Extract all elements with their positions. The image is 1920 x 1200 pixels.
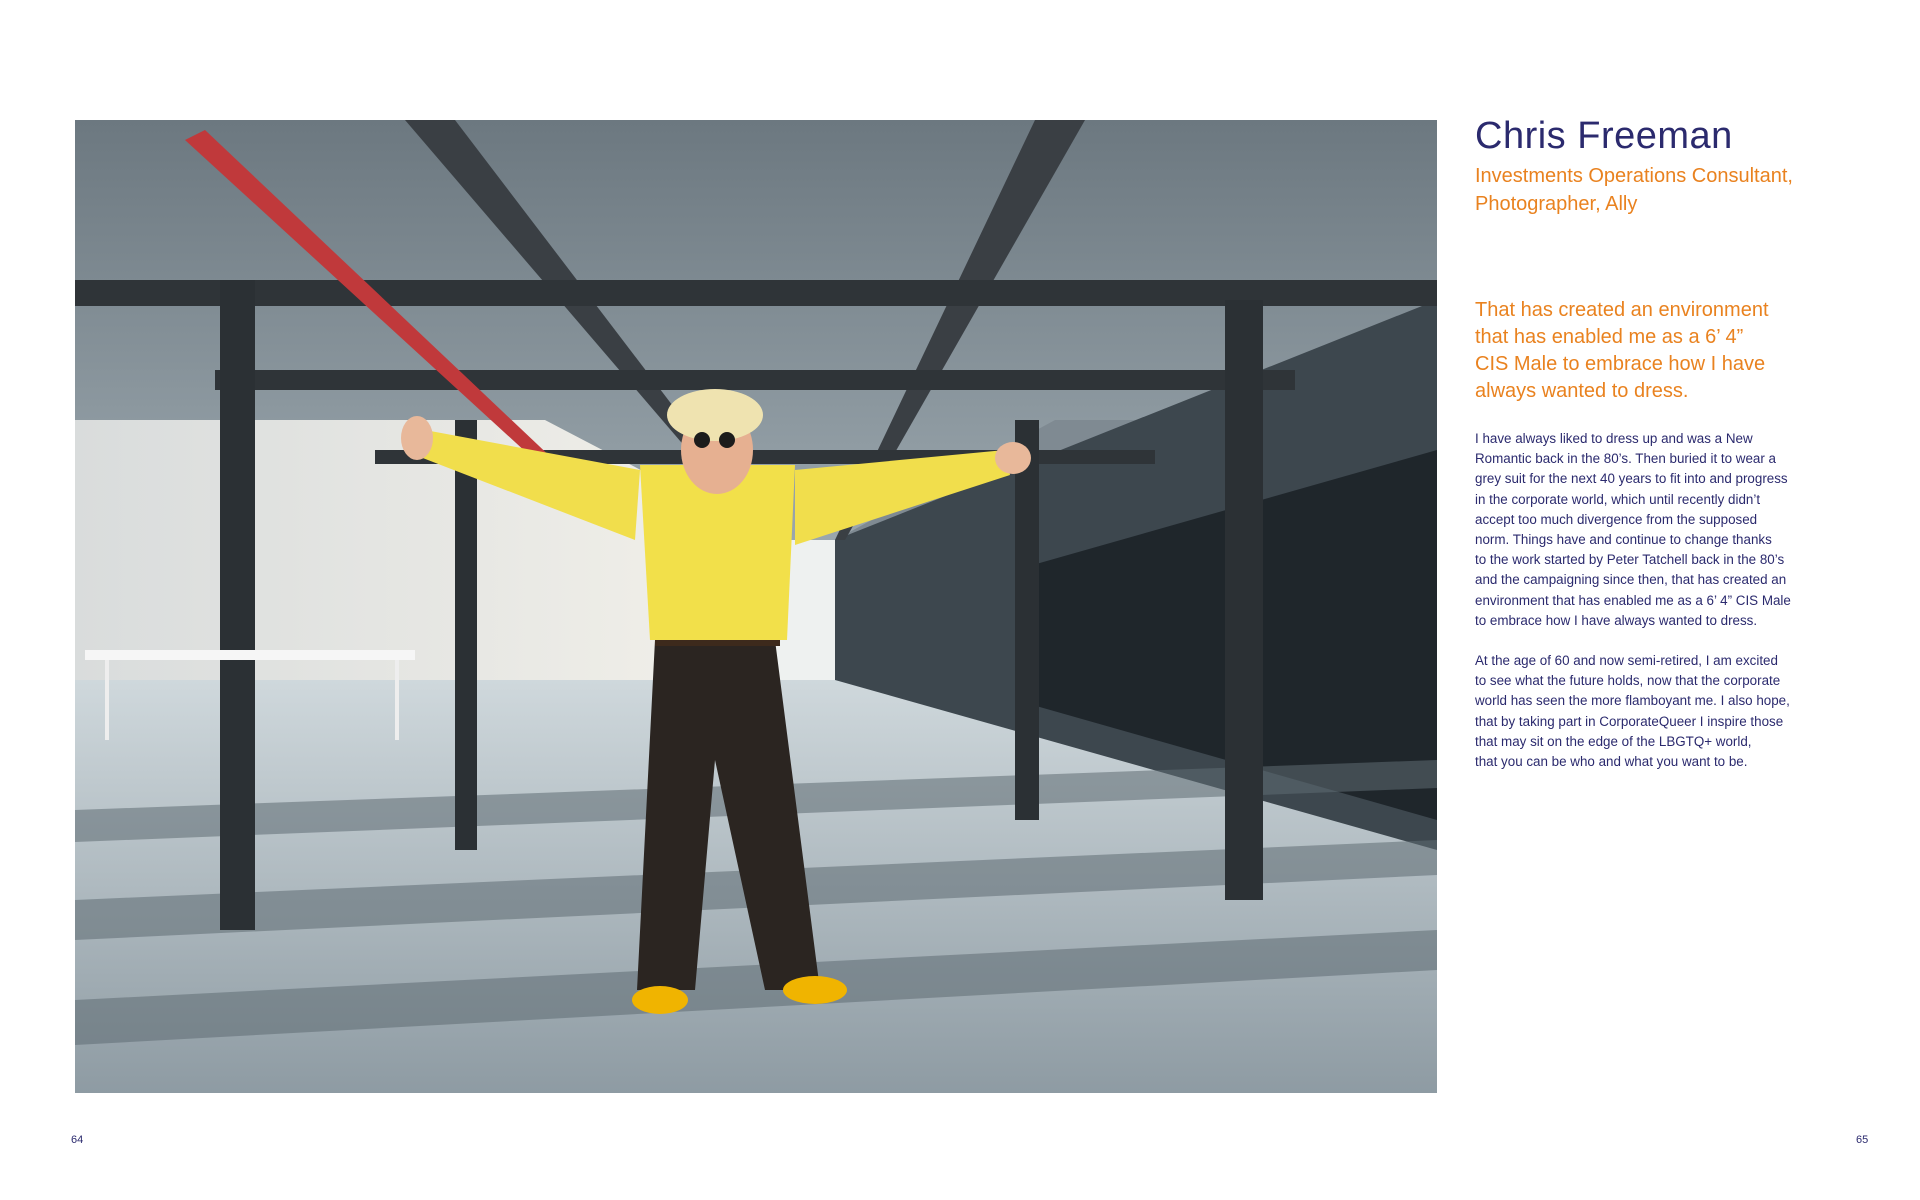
body-copy <box>1475 429 1867 772</box>
body-line: and the campaigning since then, that has created an <box>1475 572 1787 588</box>
pull-quote <box>1475 297 1875 405</box>
body-paragraph-2 <box>1475 651 1867 772</box>
body-paragraph-1 <box>1475 429 1867 631</box>
body-line: environment that has enabled me as a 6’ 4” CIS Male <box>1475 592 1791 608</box>
pull-quote-line: CIS Male to embrace how I have <box>1475 353 1766 375</box>
pull-quote-line: that has enabled me as a 6’ 4” <box>1475 326 1744 348</box>
body-line: to see what the future holds, now that the corporate <box>1475 673 1781 689</box>
corridor-photo-illustration <box>75 120 1437 1093</box>
portrait-photo <box>75 120 1437 1093</box>
profile-name: Chris Freeman <box>1475 115 1733 157</box>
body-line: I have always liked to dress up and was a New <box>1475 431 1753 446</box>
profile-role <box>1475 162 1875 218</box>
body-line: accept too much divergence from the supposed <box>1475 511 1758 527</box>
page-number-left: 64 <box>71 1134 84 1146</box>
page-number-right: 65 <box>1856 1134 1869 1146</box>
body-line: grey suit for the next 40 years to fit into and progress <box>1475 471 1788 487</box>
body-line: Romantic back in the 80’s. Then buried it to wear a <box>1475 451 1776 467</box>
body-line: At the age of 60 and now semi-retired, I am excited <box>1475 653 1778 669</box>
role-line: Investments Operations Consultant, <box>1475 165 1793 187</box>
body-line: that by taking part in CorporateQueer I inspire those <box>1475 713 1784 729</box>
body-line: world has seen the more flamboyant me. I also hope, <box>1475 693 1790 709</box>
body-line: to the work started by Peter Tatchell back in the 80’s <box>1475 552 1785 568</box>
body-line: that you can be who and what you want to be. <box>1475 754 1748 770</box>
body-line: that may sit on the edge of the LBGTQ+ world, <box>1475 733 1752 749</box>
body-line: norm. Things have and continue to change thanks <box>1475 532 1772 548</box>
role-line: Photographer, Ally <box>1475 193 1638 215</box>
pull-quote-line: always wanted to dress. <box>1475 380 1689 402</box>
body-line: to embrace how I have always wanted to dress. <box>1475 612 1758 628</box>
article-text-column <box>1475 112 1875 792</box>
body-line: in the corporate world, which until recently didn’t <box>1475 491 1761 507</box>
pull-quote-line: That has created an environment <box>1475 299 1769 321</box>
